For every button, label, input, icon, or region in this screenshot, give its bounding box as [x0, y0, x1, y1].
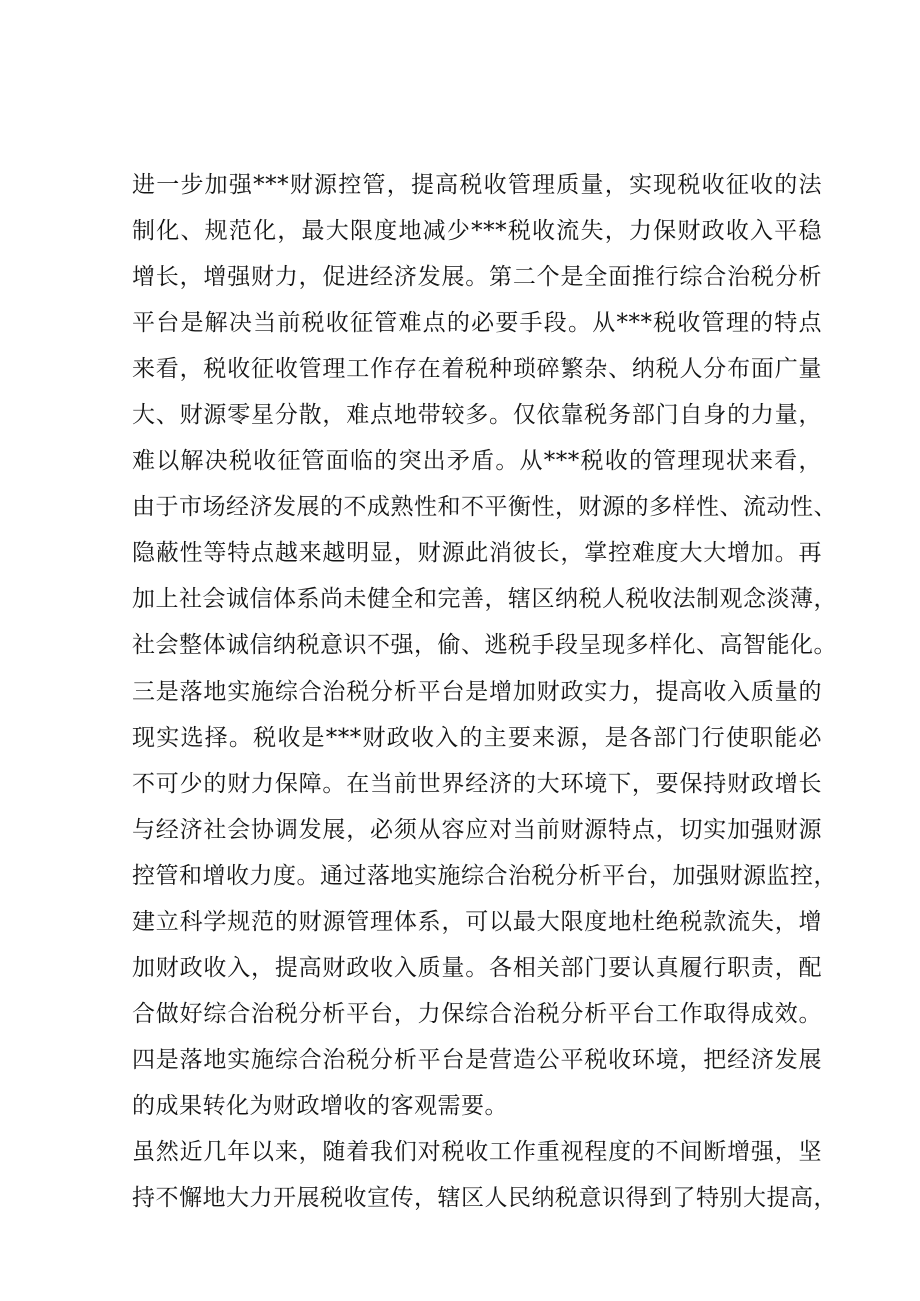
- text-line: 制化、规范化，最大限度地减少***税收流失，力保财政收入平稳: [132, 218, 822, 245]
- text-line: 合做好综合治税分析平台，力保综合治税分析平台工作取得成效。: [132, 1000, 822, 1027]
- text-line: 大、财源零星分散，难点地带较多。仅依靠税务部门自身的力量，: [132, 402, 822, 429]
- text-line: 增长，增强财力，促进经济发展。第二个是全面推行综合治税分析: [132, 264, 822, 291]
- text-line: 进一步加强***财源控管，提高税收管理质量，实现税收征收的法: [132, 172, 822, 198]
- document-body: [132, 162, 837, 1221]
- paragraph-2: [132, 1129, 837, 1221]
- text-line: 平台是解决当前税收征管难点的必要手段。从***税收管理的特点: [132, 310, 822, 337]
- text-line: 加财政收入，提高财政收入质量。各相关部门要认真履行职责，配: [132, 954, 822, 981]
- text-line: 加上社会诚信体系尚未健全和完善，辖区纳税人税收法制观念淡薄，: [132, 586, 837, 613]
- text-line: 来看，税收征收管理工作存在着税种琐碎繁杂、纳税人分布面广量: [132, 356, 822, 383]
- text-line: 控管和增收力度。通过落地实施综合治税分析平台，加强财源监控，: [132, 862, 837, 889]
- text-line: 现实选择。税收是***财政收入的主要来源，是各部门行使职能必: [132, 724, 822, 751]
- text-line: 持不懈地大力开展税收宣传，辖区人民纳税意识得到了特别大提高，: [132, 1185, 837, 1212]
- paragraph-1: [132, 162, 837, 1129]
- text-line: 难以解决税收征管面临的突出矛盾。从***税收的管理现状来看，: [132, 448, 822, 475]
- text-line: 三是落地实施综合治税分析平台是增加财政实力，提高收入质量的: [132, 678, 822, 705]
- text-line: 的成果转化为财政增收的客观需要。: [132, 1092, 508, 1119]
- text-line: 由于市场经济发展的不成熟性和不平衡性，财源的多样性、流动性、: [132, 494, 837, 521]
- text-line: 社会整体诚信纳税意识不强，偷、逃税手段呈现多样化、高智能化。: [132, 632, 837, 659]
- text-line: 四是落地实施综合治税分析平台是营造公平税收环境，把经济发展: [132, 1046, 822, 1073]
- text-line: 建立科学规范的财源管理体系，可以最大限度地杜绝税款流失，增: [132, 908, 822, 935]
- text-line: 隐蔽性等特点越来越明显，财源此消彼长，掌控难度大大增加。再: [132, 540, 822, 567]
- text-line: 与经济社会协调发展，必须从容应对当前财源特点，切实加强财源: [132, 816, 822, 843]
- text-line: 虽然近几年以来，随着我们对税收工作重视程度的不间断增强，坚: [132, 1138, 822, 1165]
- text-line: 不可少的财力保障。在当前世界经济的大环境下，要保持财政增长: [132, 770, 822, 797]
